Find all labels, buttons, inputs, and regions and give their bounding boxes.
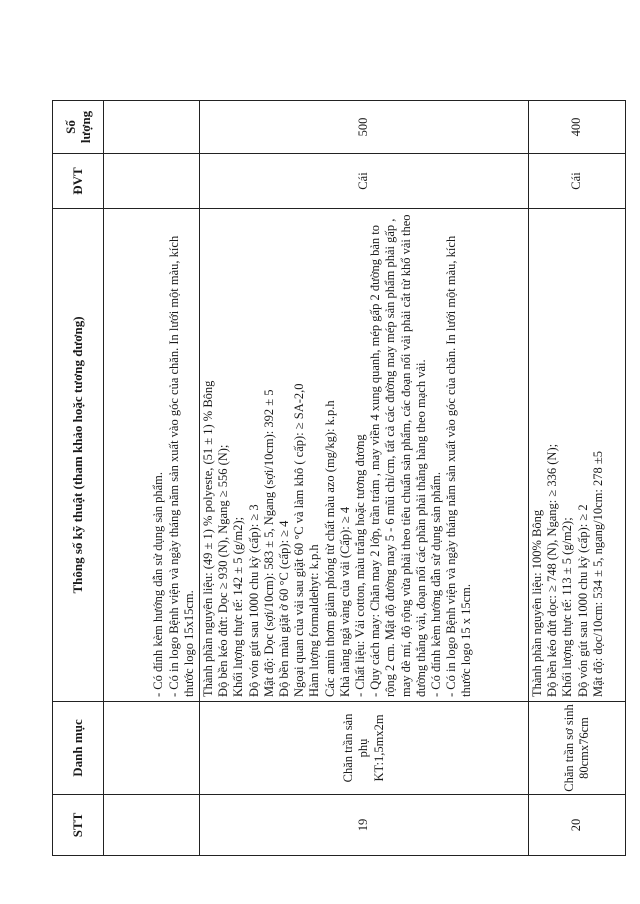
spec-line: Độ vón gút sau 1000 chu kỳ (cấp): ≥ 3 xyxy=(246,504,261,697)
row-qty: 500 xyxy=(200,101,529,154)
spec-line: Độ bền kéo đứt: Dọc ≥ 930 (N), Ngang ≥ 556 (N); xyxy=(216,444,231,697)
table-row xyxy=(104,101,200,856)
header-unit: ĐVT xyxy=(53,154,104,209)
spec-line: - Có in logo Bệnh viện và ngày tháng năm sản xuất vào góc của chăn. In lưới một màu, kích thước logo 15x15cm. xyxy=(166,235,196,697)
row-spec xyxy=(200,209,529,702)
spec-line: Độ bền kéo đứt dọc: ≥ 748 (N), Ngang: ≥ 336 (N); xyxy=(545,443,560,697)
spec-line: - Quy cách may: Chăn may 2 lớp, trần trám , may viền 4 xung quanh, mép gấp 2 đường bản to rộng 2 cm. Mật độ đường may 5 - 6 mũi chỉ/cm, tất cả các đường may mép sản phẩm phải gấp , may đè mí, độ rộng vừa phải theo tiêu chuẩn sản phẩm, các đoạn nối vải phải cắt từ khổ vải theo đường thẳng vải, đoạn nối các phần phải thẳng hàng theo mạch vải. xyxy=(368,214,428,697)
spec-line: Hàm lượng formaldehyt: k.p.h xyxy=(307,544,322,697)
spec-line: - Có đính kèm hướng dẫn sử dụng sản phẩm. xyxy=(429,472,444,697)
spec-line: - Có in logo Bệnh viện và ngày tháng năm sản xuất vào góc của chăn. In lưới một màu, kích thước logo 15 x 15cm. xyxy=(444,235,474,697)
row-stt xyxy=(104,795,200,856)
spec-line: Khối lượng thực tế: 142 ± 5 (g/m2); xyxy=(231,516,246,697)
spec-line: Khả năng ngả vàng của vải (Cấp): ≥ 4 xyxy=(337,506,352,697)
spec-line: Các amin thơm giảm phóng từ chất màu azo (mg/kg): k.p.h xyxy=(322,400,337,697)
spec-line: Mật độ: dọc/10cm: 534 ± 5, ngang/10cm: 278 ±5 xyxy=(590,451,605,697)
row-name xyxy=(104,702,200,795)
row-stt: 19 xyxy=(200,795,529,856)
spec-line: Mật độ: Dọc (sợi/10cm): 583 ± 5, Ngang (sợi/10cm): 392 ± 5 xyxy=(261,389,276,697)
spec-line: Thành phần nguyên liệu: (49 ± 1) % polyeste, (51 ± 1) % Bông xyxy=(201,380,215,697)
spec-line: - Có đính kèm hướng dẫn sử dụng sản phẩm. xyxy=(151,472,166,697)
header-qty: Số lượng xyxy=(53,101,104,154)
row-unit: Cái xyxy=(200,154,529,209)
row-unit: Cái xyxy=(529,154,626,209)
spec-line: Độ bền màu giặt ở 60 °C (cấp): ≥ 4 xyxy=(277,520,292,697)
row-name: Chăn trần sản phụ KT:1,5mx2m xyxy=(200,702,529,795)
spec-line: Khối lượng thực tế: 113 ± 5 (g/m2); xyxy=(560,517,575,697)
row-spec xyxy=(529,209,626,702)
table-header-row xyxy=(53,101,104,856)
row-unit xyxy=(104,154,200,209)
spec-line: Độ vón gút sau 1000 chu kỳ (cấp): ≥ 2 xyxy=(575,504,590,697)
spec-line: - Chất liệu: Vải cotton, màu trắng hoặc tương đương xyxy=(353,434,368,697)
row-qty: 400 xyxy=(529,101,626,154)
row-qty xyxy=(104,101,200,154)
spec-line: Ngoại quan của vải sau giặt 60 °C và làm khô ( cấp): ≥ SA-2,0 xyxy=(292,383,307,697)
table-row xyxy=(529,101,626,856)
row-name: Chăn trần sơ sinh 80cmx76cm xyxy=(529,702,626,795)
row-spec xyxy=(104,209,200,702)
spec-table xyxy=(52,100,626,856)
spec-line: Thành phần nguyên liệu: 100% Bông xyxy=(530,509,544,697)
header-spec: Thông số kỹ thuật (tham khảo hoặc tương đương) xyxy=(53,209,104,702)
header-category: Danh mục xyxy=(53,702,104,795)
table-row xyxy=(200,101,529,856)
row-stt: 20 xyxy=(529,795,626,856)
header-stt: STT xyxy=(53,795,104,856)
